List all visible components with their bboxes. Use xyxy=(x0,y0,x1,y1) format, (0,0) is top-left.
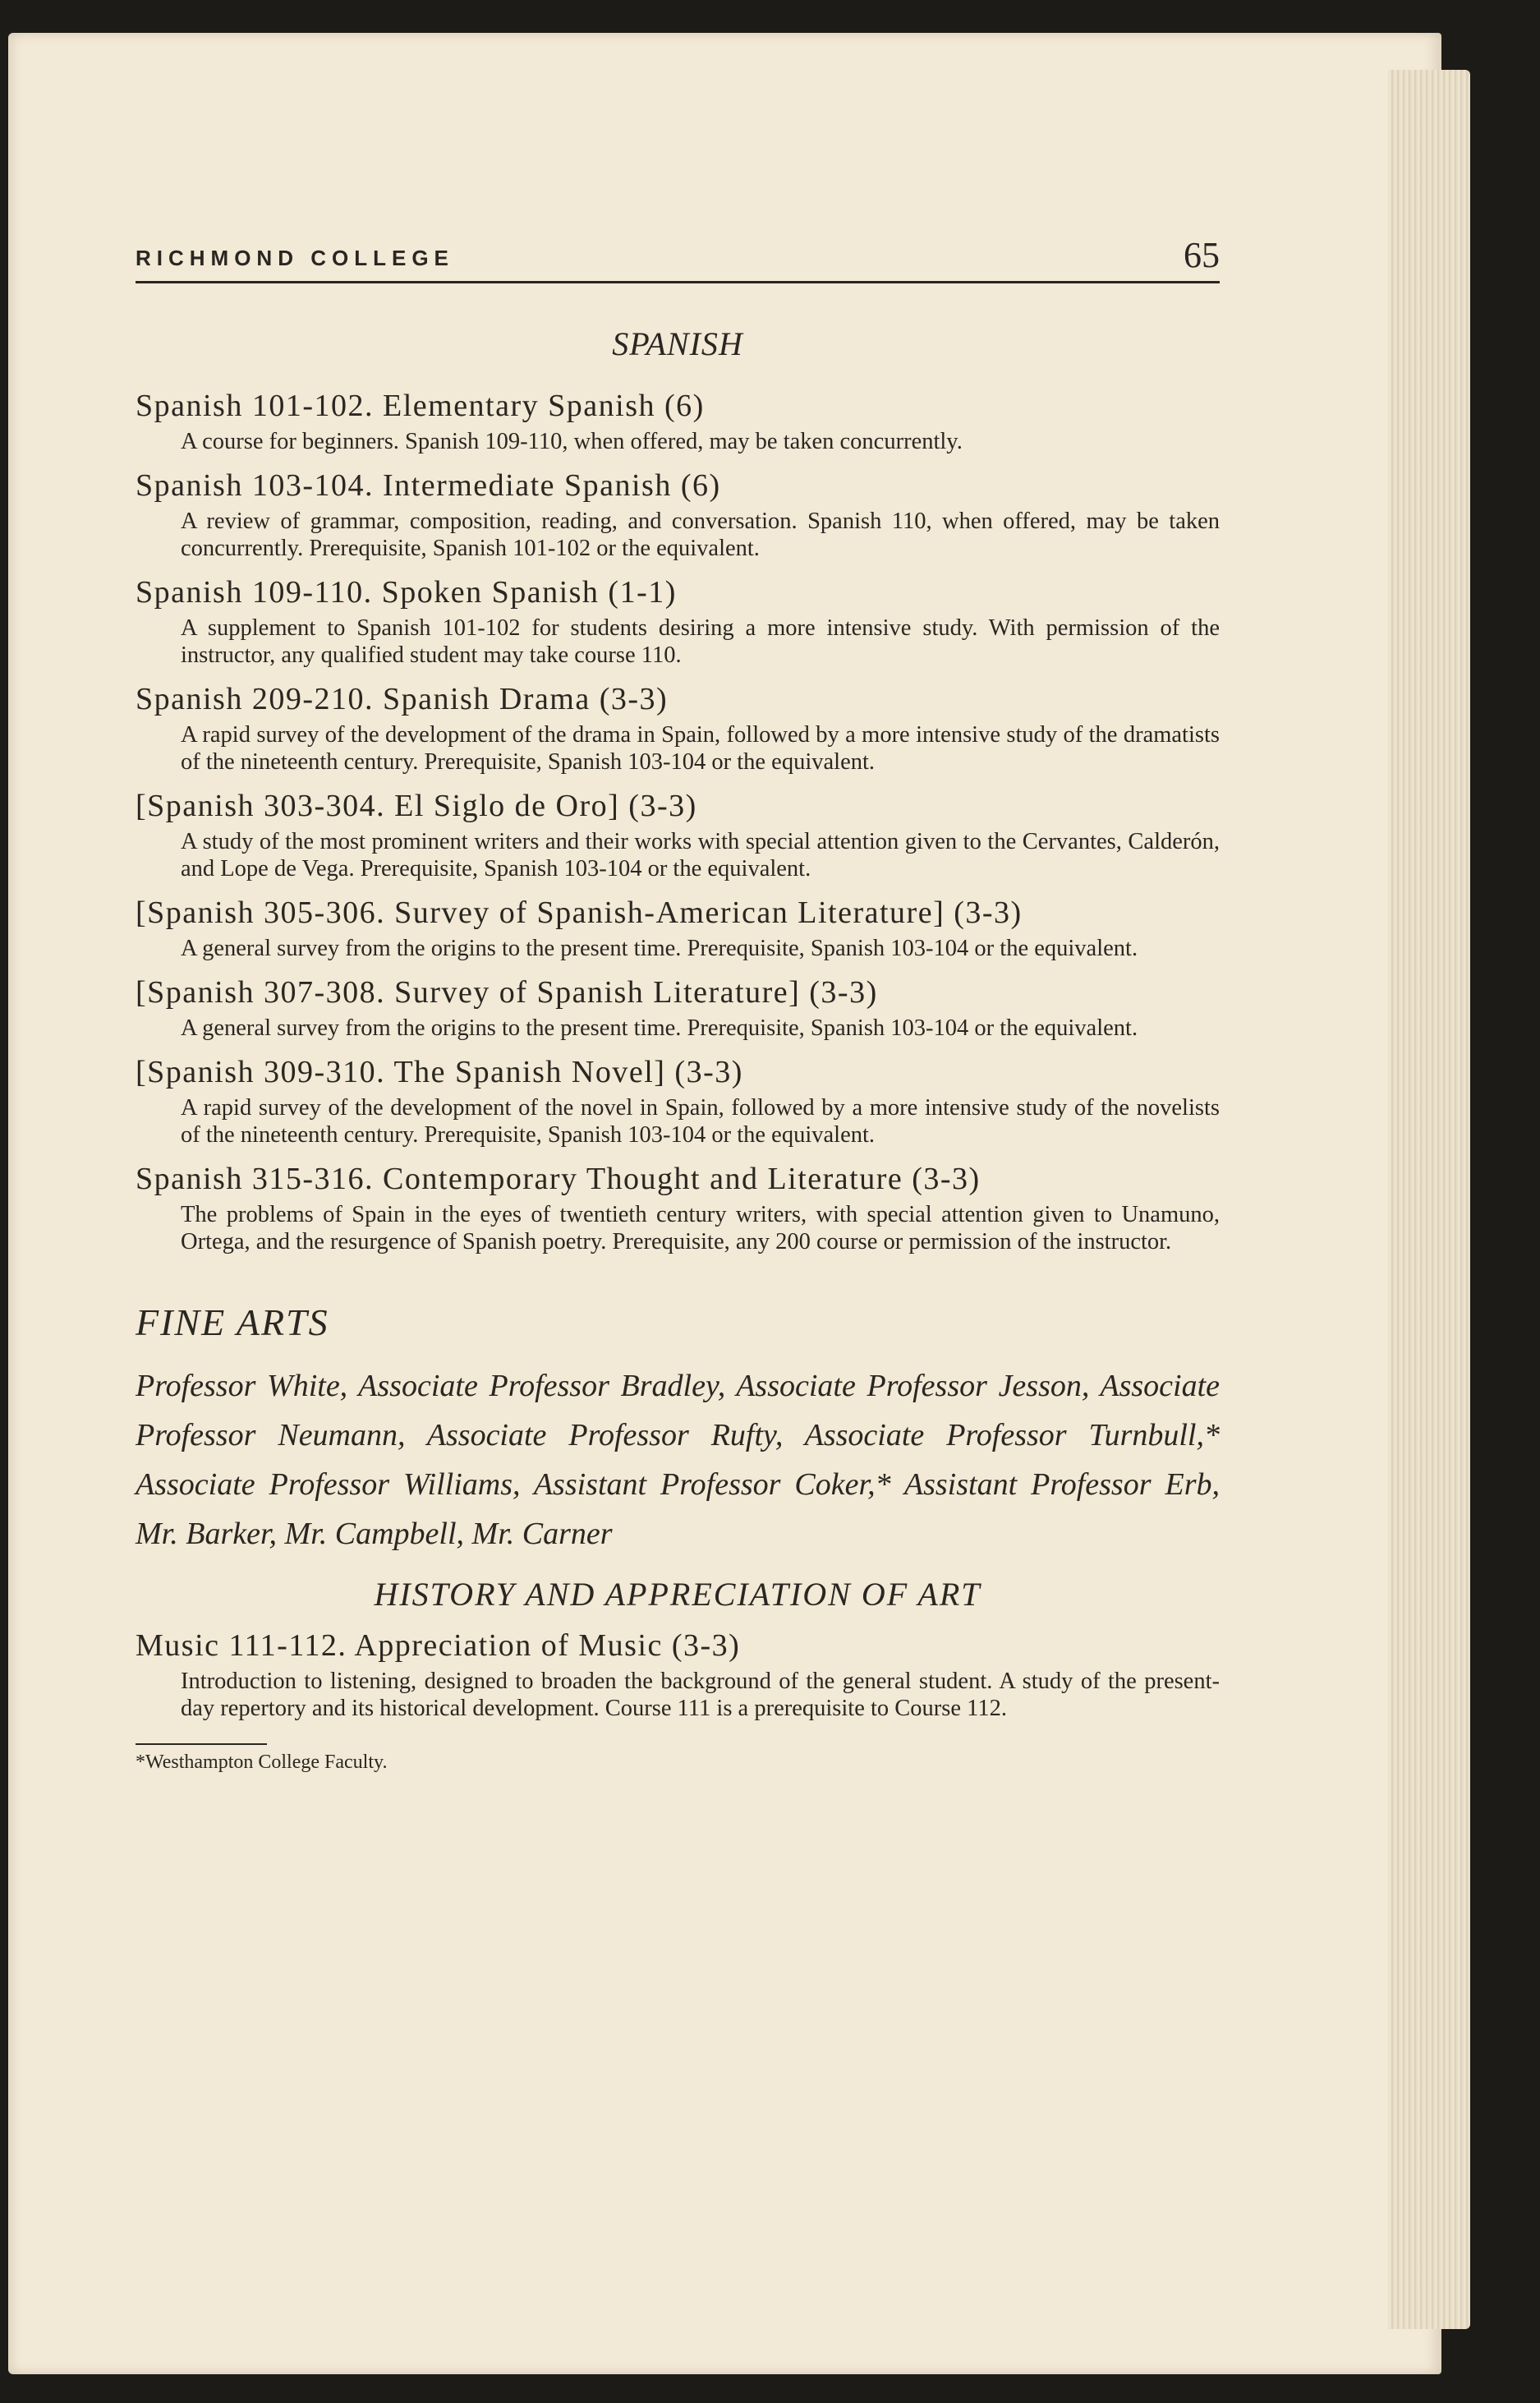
course-description: A supplement to Spanish 101-102 for students desiring a more intensive study. With permission of the instructor, any qualified student may take course 110. xyxy=(181,615,1220,668)
course-description: A review of grammar, composition, reading, and conversation. Spanish 110, when offered, may be taken concurrently. Prerequisite, Spanish 101-102 or the equivalent. xyxy=(181,509,1220,561)
course-description: A general survey from the origins to the present time. Prerequisite, Spanish 103-104 or the equivalent. xyxy=(181,1015,1138,1041)
running-head-college: RICHMOND COLLEGE xyxy=(136,246,454,270)
header-rule xyxy=(136,281,1220,283)
course-heading: Spanish 109-110. Spoken Spanish (1-1) xyxy=(136,575,677,610)
course-heading: [Spanish 307-308. Survey of Spanish Literature] (3-3) xyxy=(136,975,878,1010)
course-description: A course for beginners. Spanish 109-110, when offered, may be taken concurrently. xyxy=(181,429,963,454)
page-number: 65 xyxy=(1184,235,1220,275)
section-title-spanish: SPANISH xyxy=(612,325,743,362)
course-heading: Spanish 315-316. Contemporary Thought and Literature (3-3) xyxy=(136,1162,981,1196)
course-entry xyxy=(136,974,1220,1042)
course-description: The problems of Spain in the eyes of twentieth century writers, with special attention given to Unamuno, Ortega, and the resurgence of Spanish poetry. Prerequisite, any 200 course or permission of the instructor. xyxy=(181,1202,1220,1254)
faculty-list: Professor White, Associate Professor Bradley, Associate Professor Jesson, Associate Professor Neumann, Associate Professor Rufty, Associate Professor Turnbull,* Associate Professor Williams, Assistant Professor Coker,* Assistant Professor Erb, Mr. Barker, Mr. Campbell, Mr. Carner xyxy=(136,1369,1220,1551)
page-edges xyxy=(1388,70,1470,2329)
course-heading: Music 111-112. Appreciation of Music (3-3) xyxy=(136,1628,741,1663)
course-heading: [Spanish 303-304. El Siglo de Oro] (3-3) xyxy=(136,789,697,823)
course-heading: Spanish 103-104. Intermediate Spanish (6) xyxy=(136,468,721,503)
course-entry xyxy=(136,680,1220,776)
course-description: A general survey from the origins to the present time. Prerequisite, Spanish 103-104 or the equivalent. xyxy=(181,936,1138,961)
course-entry xyxy=(136,467,1220,562)
course-description: A rapid survey of the development of the drama in Spain, followed by a more intensive study of the dramatists of the nineteenth century. Prerequisite, Spanish 103-104 or the equivalent. xyxy=(181,722,1220,775)
course-heading: Spanish 209-210. Spanish Drama (3-3) xyxy=(136,682,669,716)
course-entry xyxy=(136,1160,1220,1255)
course-description: A rapid survey of the development of the novel in Spain, followed by a more intensive study of the novelists of the nineteenth century. Prerequisite, Spanish 103-104 or the equivalent. xyxy=(181,1095,1220,1148)
course-entry xyxy=(136,787,1220,882)
course-description: Introduction to listening, designed to broaden the background of the general student. A study of the present-day repertory and its historical development. Course 111 is a prerequisite to Course 112. xyxy=(181,1669,1220,1721)
course-entry xyxy=(136,387,1220,455)
course-description: A study of the most prominent writers and their works with special attention given to the Cervantes, Calderón, and Lope de Vega. Prerequisite, Spanish 103-104 or the equivalent. xyxy=(181,829,1220,882)
running-head xyxy=(136,234,1220,283)
footnote-rule xyxy=(136,1743,267,1745)
section-title-fine-arts: FINE ARTS xyxy=(136,1301,329,1343)
course-entry xyxy=(136,1627,1220,1722)
subsection-title: HISTORY AND APPRECIATION OF ART xyxy=(374,1576,981,1613)
course-entry xyxy=(136,573,1220,669)
page-body xyxy=(136,325,1220,1774)
course-heading: [Spanish 309-310. The Spanish Novel] (3-3) xyxy=(136,1055,743,1089)
course-entry xyxy=(136,894,1220,962)
footnote: *Westhampton College Faculty. xyxy=(136,1752,388,1773)
course-heading: Spanish 101-102. Elementary Spanish (6) xyxy=(136,389,705,423)
course-heading: [Spanish 305-306. Survey of Spanish-American Literature] (3-3) xyxy=(136,895,1023,930)
course-entry xyxy=(136,1053,1220,1149)
